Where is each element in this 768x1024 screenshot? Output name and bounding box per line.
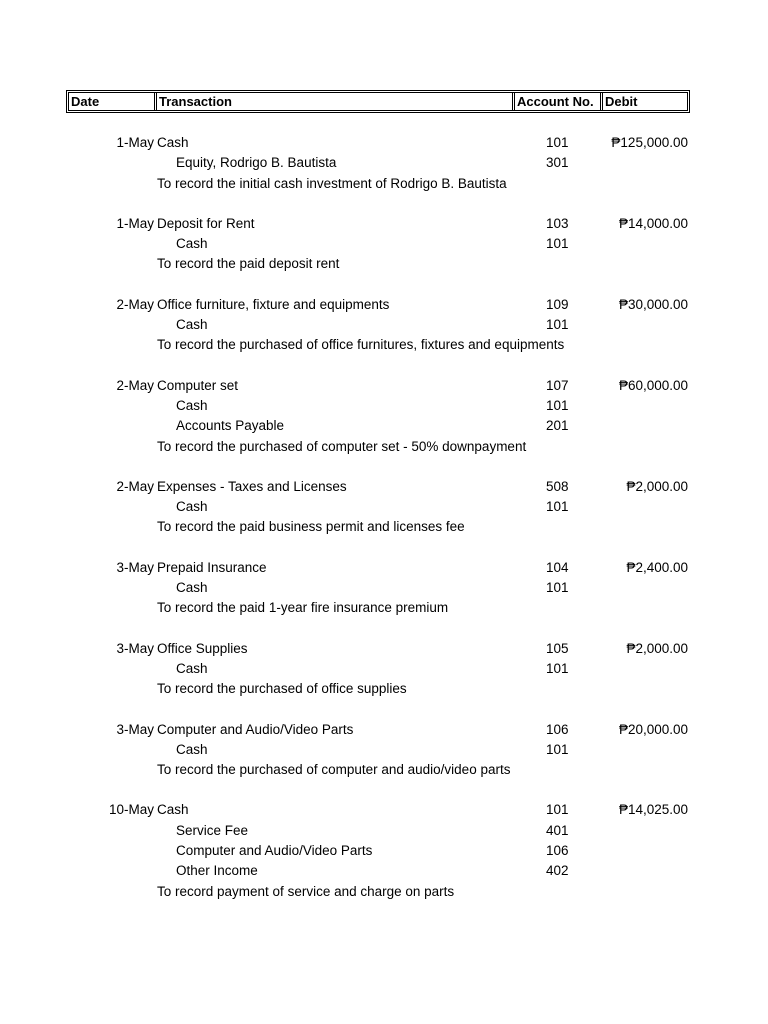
entry-memo: To record the paid 1-year fire insurance premium [157,600,449,616]
credit-account-no: 402 [546,863,569,879]
journal-entry [0,133,768,194]
entry-date: 10-May [108,802,154,818]
credit-account: Service Fee [176,822,249,838]
entry-memo: To record the purchased of office supplies [157,681,407,697]
entry-memo: To record the purchased of computer and audio/video parts [157,762,511,778]
journal-entry [0,214,768,275]
credit-account-no: 101 [546,397,569,413]
memo-line [0,437,768,457]
journal-entry [0,639,768,700]
credit-account-no: 401 [546,822,569,838]
journal-entry [0,376,768,457]
credit-account: Cash [176,741,208,757]
credit-line [0,821,768,841]
entry-date: 3-May [116,721,154,737]
debit-account-no: 107 [546,377,569,393]
entry-date: 1-May [116,135,154,150]
debit-line [0,214,768,234]
credit-line [0,497,768,517]
memo-line [0,679,768,699]
credit-account: Equity, Rodrigo B. Bautista [176,155,337,171]
debit-line [0,376,768,396]
debit-account-no: 106 [546,721,569,737]
credit-line [0,396,768,416]
credit-line [0,841,768,861]
debit-line [0,477,768,497]
debit-line [0,295,768,315]
debit-account: Deposit for Rent [157,215,255,231]
credit-account-no: 106 [546,843,569,859]
credit-account-no: 101 [546,741,569,757]
header-transaction: Transaction [157,93,515,110]
debit-line [0,720,768,740]
header-account-no: Account No. [515,93,603,110]
debit-line [0,639,768,659]
entry-memo: To record the purchased of office furnitures, fixtures and equipments [157,337,565,353]
entry-date: 3-May [116,640,154,656]
credit-account: Cash [176,317,208,333]
credit-line [0,740,768,760]
debit-account-no: 109 [546,296,569,312]
entry-date: 2-May [116,478,154,494]
debit-account: Computer set [157,377,239,393]
credit-account-no: 301 [546,155,569,171]
entry-date: 3-May [116,559,154,575]
debit-amount: ₱125,000.00 [611,135,688,150]
journal-entry [0,295,768,356]
memo-line [0,174,768,194]
debit-amount: ₱30,000.00 [618,296,688,312]
journal-entry [0,477,768,538]
debit-account-no: 508 [546,478,569,494]
journal-entries [0,133,768,922]
credit-line [0,234,768,254]
entry-date: 2-May [116,296,154,312]
journal-entry [0,720,768,781]
debit-account: Office Supplies [157,640,248,656]
debit-account-no: 105 [546,640,569,656]
header-debit: Debit [605,94,638,109]
debit-account-no: 103 [546,215,569,231]
debit-account-no: 104 [546,559,569,575]
memo-line [0,882,768,902]
credit-account: Computer and Audio/Video Parts [176,843,373,859]
credit-account-no: 201 [546,418,569,434]
credit-line [0,659,768,679]
entry-memo: To record payment of service and charge on parts [157,883,455,899]
memo-line [0,760,768,780]
credit-account-no: 101 [546,236,569,252]
credit-account-no: 101 [546,580,569,596]
debit-line [0,133,768,153]
entry-memo: To record the purchased of computer set - 50% downpayment [157,438,527,454]
debit-line [0,558,768,578]
memo-line [0,254,768,274]
debit-account: Prepaid Insurance [157,559,267,575]
debit-account: Office furniture, fixture and equipments [157,296,390,312]
journal-entry [0,558,768,619]
debit-account: Cash [157,802,189,818]
credit-account-no: 101 [546,499,569,515]
debit-amount: ₱2,000.00 [626,640,688,656]
entry-date: 1-May [116,215,154,231]
debit-amount: ₱60,000.00 [618,377,688,393]
credit-line [0,861,768,881]
debit-amount: ₱2,400.00 [626,559,688,575]
debit-account: Computer and Audio/Video Parts [157,721,354,737]
credit-line [0,578,768,598]
credit-account: Cash [176,660,208,676]
credit-account: Cash [176,397,208,413]
debit-line [0,800,768,820]
entry-memo: To record the initial cash investment of Rodrigo B. Bautista [157,175,507,191]
entry-memo: To record the paid deposit rent [157,256,340,272]
debit-account-no: 101 [546,135,569,150]
journal-entry [0,800,768,901]
credit-account: Cash [176,499,208,515]
debit-account-no: 101 [546,802,569,818]
journal-header-row [66,90,690,113]
credit-account: Other Income [176,863,258,879]
debit-amount: ₱14,000.00 [618,215,688,231]
memo-line [0,335,768,355]
credit-account: Cash [176,236,208,252]
credit-account-no: 101 [546,317,569,333]
credit-account: Cash [176,580,208,596]
debit-amount: ₱2,000.00 [626,478,688,494]
debit-account: Cash [157,135,189,150]
credit-account-no: 101 [546,660,569,676]
credit-line [0,416,768,436]
header-date: Date [69,93,157,110]
credit-line [0,315,768,335]
debit-amount: ₱14,025.00 [618,802,688,818]
memo-line [0,598,768,618]
credit-line [0,153,768,173]
debit-account: Expenses - Taxes and Licenses [157,478,347,494]
entry-memo: To record the paid business permit and licenses fee [157,519,465,535]
memo-line [0,517,768,537]
credit-account: Accounts Payable [176,418,285,434]
debit-amount: ₱20,000.00 [618,721,688,737]
entry-date: 2-May [116,377,154,393]
